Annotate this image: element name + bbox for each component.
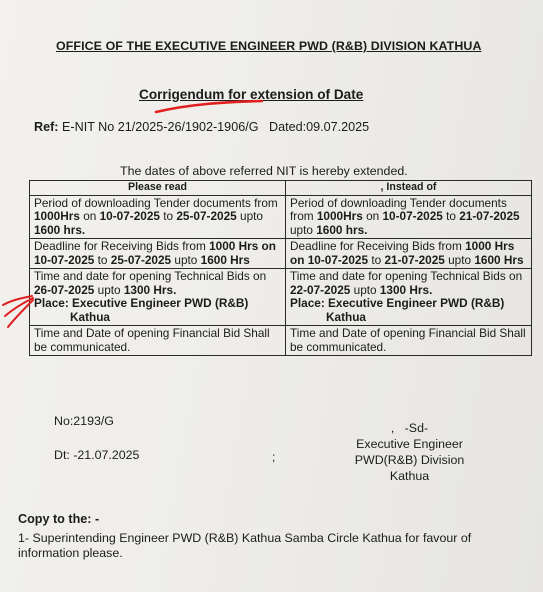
office-heading: OFFICE OF THE EXECUTIVE ENGINEER PWD (R&B) DIVISION KATHUA bbox=[56, 39, 482, 53]
signature-sd: , -Sd- bbox=[390, 421, 429, 435]
ref-label: Ref: bbox=[34, 120, 59, 134]
red-underline-mark bbox=[156, 101, 262, 112]
cell-please-read-download: Period of downloading Tender documents from 1000Hrs on 10-07-2025 to 25-07-2025 upto 1600 hrs. bbox=[30, 195, 286, 239]
letter-date: Dt: -21.07.2025 bbox=[54, 448, 140, 462]
signature-place: Kathua bbox=[389, 469, 430, 483]
ref-dated: Dated:09.07.2025 bbox=[269, 120, 370, 134]
copy-to-heading: Copy to the: - bbox=[18, 512, 100, 526]
intro-text: The dates of above referred NIT is hereby extended. bbox=[120, 164, 408, 178]
cell-instead-of-technical-bid: Time and date for opening Technical Bids on 22-07-2025 upto 1300 Hrs. Place: Executive Engineer PWD (R&B) Kathua bbox=[286, 269, 532, 326]
ref-number: E-NIT No 21/2025-26/1902-1906/G bbox=[62, 120, 259, 134]
signature-designation: Executive Engineer bbox=[356, 437, 463, 451]
copy-to-item-1: 1- Superintending Engineer PWD (R&B) Kathua Samba Circle Kathua for favour of information please. bbox=[18, 531, 472, 560]
red-arrow-mark bbox=[3, 296, 33, 327]
col-please-read: Please read bbox=[30, 181, 286, 196]
letter-number: No:2193/G bbox=[54, 414, 114, 428]
cell-please-read-deadline: Deadline for Receiving Bids from 1000 Hrs on 10-07-2025 to 25-07-2025 upto 1600 Hrs bbox=[30, 239, 286, 269]
cell-instead-of-download: Period of downloading Tender documents from 1000Hrs on 10-07-2025 to 21-07-2025 upto 1600 hrs. bbox=[286, 195, 532, 239]
stray-semicolon: ; bbox=[272, 450, 276, 464]
cell-instead-of-financial-bid: Time and Date of opening Financial Bid Shall be communicated. bbox=[286, 326, 532, 356]
corrigendum-title: Corrigendum for extension of Date bbox=[139, 87, 364, 102]
cell-please-read-financial-bid: Time and Date of opening Financial Bid Shall be communicated. bbox=[30, 326, 286, 356]
cell-please-read-technical-bid: Time and date for opening Technical Bids on 26-07-2025 upto 1300 Hrs. Place: Executive Engineer PWD (R&B) Kathua bbox=[30, 269, 286, 326]
col-instead-of: , Instead of bbox=[286, 181, 532, 196]
signature-division: PWD(R&B) Division bbox=[354, 453, 465, 467]
cell-instead-of-deadline: Deadline for Receiving Bids from 1000 Hrs on 10-07-2025 to 21-07-2025 upto 1600 Hrs bbox=[286, 239, 532, 269]
